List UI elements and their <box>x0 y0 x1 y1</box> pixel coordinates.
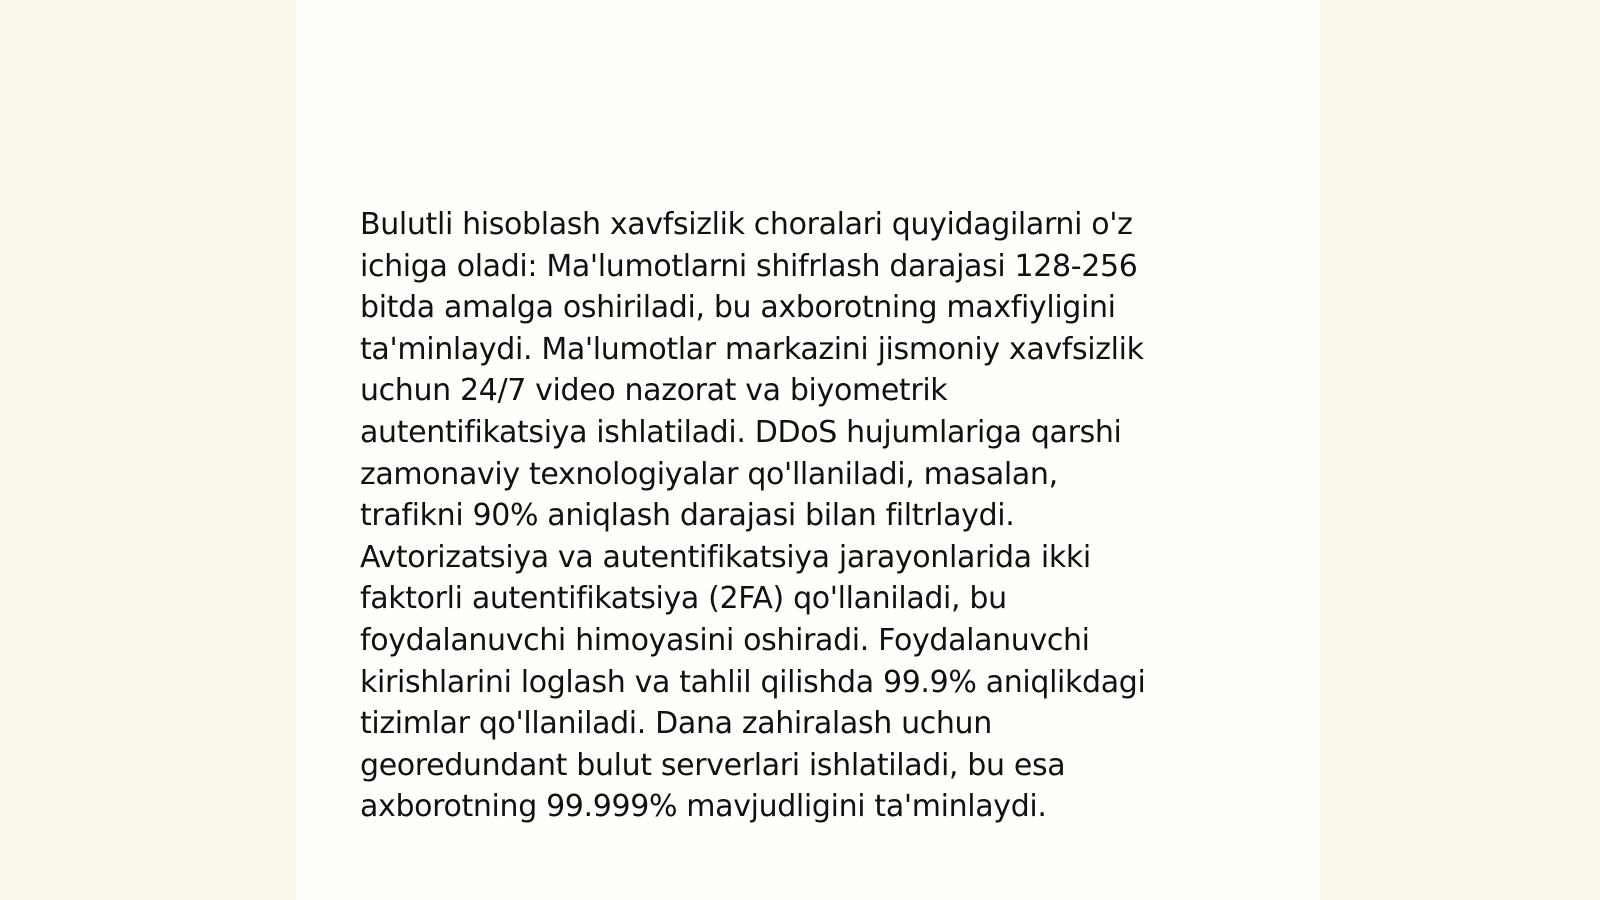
body-paragraph: Bulutli hisoblash xavfsizlik choralari quyidagilarni o'z ichiga oladi: Ma'lumotlarni shifrlash darajasi 128-256 bitda amalga oshiriladi, bu axborotning maxfiyligini ta'minlaydi. Ma'lumotlar markazini jismoniy xavfsizlik uchun 24/7 video nazorat va biyometrik autentifikatsiya ishlatiladi. DDoS hujumlariga qarshi zamonaviy texnologiyalar qo'llaniladi, masalan, trafikni 90% aniqlash darajasi bilan filtrlaydi. Avtorizatsiya va autentifikatsiya jarayonlarida ikki faktorli autentifikatsiya (2FA) qo'llaniladi, bu foydalanuvchi himoyasini oshiradi. Foydalanuvchi kirishlarini loglash va tahlil qilishda 99.9% aniqlikdagi tizimlar qo'llaniladi. Dana zahiralash uchun georedundant bulut serverlari ishlatiladi, bu esa axborotning 99.999% mavjudligini ta'minlaydi. <box>360 207 1146 825</box>
document-page <box>296 0 1320 900</box>
